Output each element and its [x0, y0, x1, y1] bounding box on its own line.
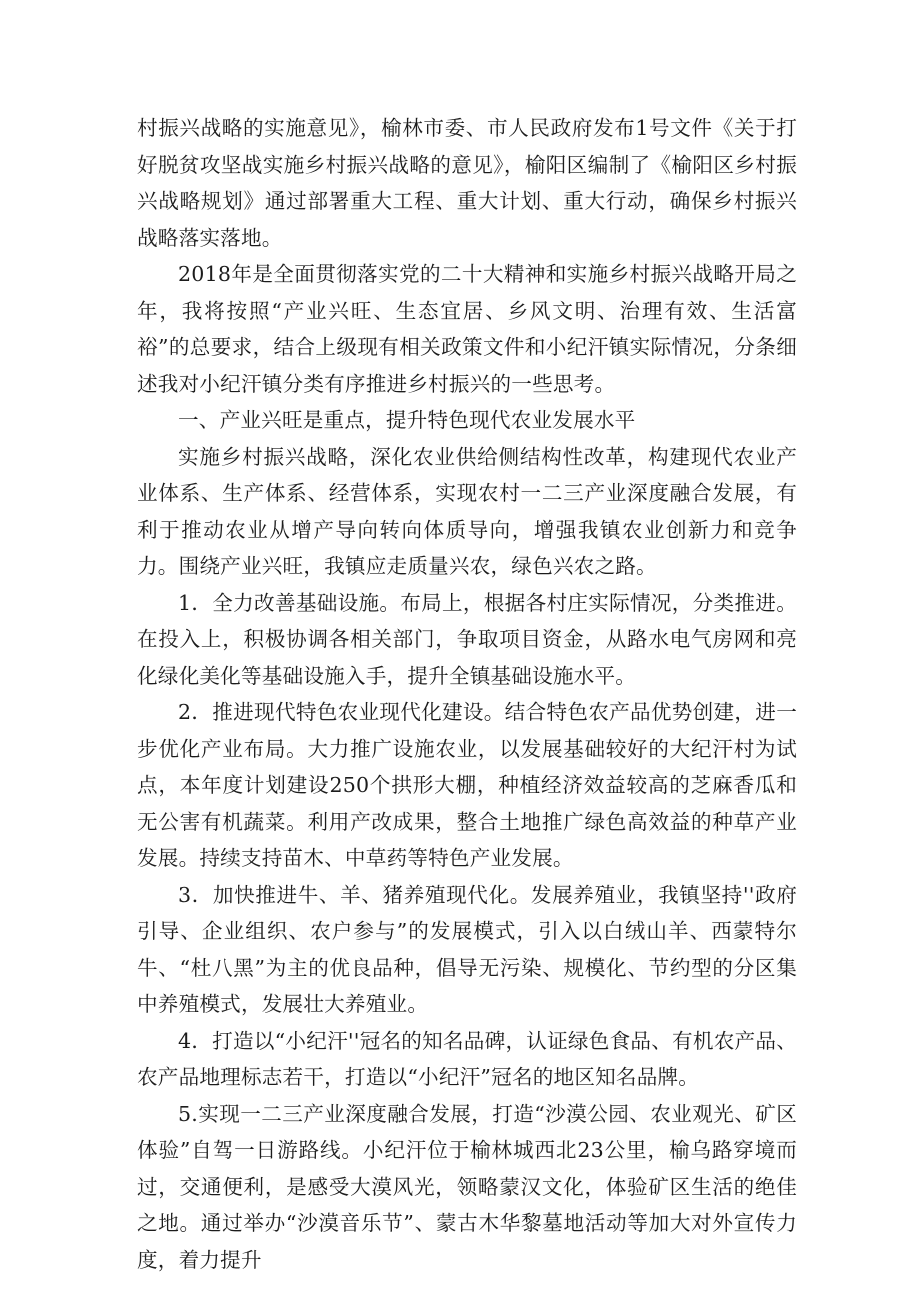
list-item-5: 5.实现一二三产业深度融合发展，打造“沙漠公园、农业观光、矿区体验”自驾一日游路线。小纪汗位于榆林城西北23公里，榆乌路穿境而过，交通便利，是感受大漠风光，领略蒙汉文化，体验矿区生活的绝佳之地。通过举办“沙漠音乐节”、蒙古木华黎墓地活动等加大对外宣传力度，着力提升 [137, 1101, 797, 1272]
section-heading-1: 一、产业兴旺是重点，提升特色现代农业发展水平 [178, 408, 636, 432]
list-item-1: 1．全力改善基础设施。布局上，根据各村庄实际情况，分类推进。在投入上，积极协调各相关部门，争取项目资金，从路水电气房网和亮化绿化美化等基础设施入手，提升全镇基础设施水平。 [137, 590, 797, 688]
list-item-2: 2．推进现代特色农业现代化建设。结合特色农产品优势创建，进一步优化产业布局。大力推广设施农业，以发展基础较好的大纪汗村为试点，本年度计划建设250个拱形大棚，种植经济效益较高的芝麻香瓜和无公害有机蔬菜。利用产改成果，整合土地推广绿色高效益的种草产业发展。持续支持苗木、中草药等特色产业发展。 [137, 700, 797, 870]
paragraph-2: 2018年是全面贯彻落实党的二十大精神和实施乡村振兴战略开局之年，我将按照“产业兴旺、生态宜居、乡风文明、治理有效、生活富裕”的总要求，结合上级现有相关政策文件和小纪汗镇实际情况，分条细述我对小纪汗镇分类有序推进乡村振兴的一些思考。 [137, 262, 797, 396]
paragraph-4: 实施乡村振兴战略，深化农业供给侧结构性改革，构建现代农业产业体系、生产体系、经营体系，实现农村一二三产业深度融合发展，有利于推动农业从增产导向转向体质导向，增强我镇农业创新力和竞争力。围绕产业兴旺，我镇应走质量兴农，绿色兴农之路。 [137, 444, 797, 578]
paragraph-1: 村振兴战略的实施意见》，榆林市委、市人民政府发布1号文件《关于打好脱贫攻坚战实施乡村振兴战略的意见》，榆阳区编制了《榆阳区乡村振兴战略规划》通过部署重大工程、重大计划、重大行动，确保乡村振兴战略落实落地。 [137, 116, 797, 250]
document-page [137, 110, 797, 1278]
list-item-4: 4．打造以“小纪汗''冠名的知名品碑，认证绿色食品、有机农产品、农产品地理标志若干，打造以“小纪汗”冠名的地区知名品牌。 [137, 1028, 797, 1089]
list-item-3: 3．加快推进牛、羊、猪养殖现代化。发展养殖业，我镇坚持''政府引导、企业组织、农户参与”的发展模式，引入以白绒山羊、西蒙特尔牛、“杜八黑”为主的优良品种，倡导无污染、规模化、节约型的分区集中养殖模式，发展壮大养殖业。 [137, 882, 797, 1016]
